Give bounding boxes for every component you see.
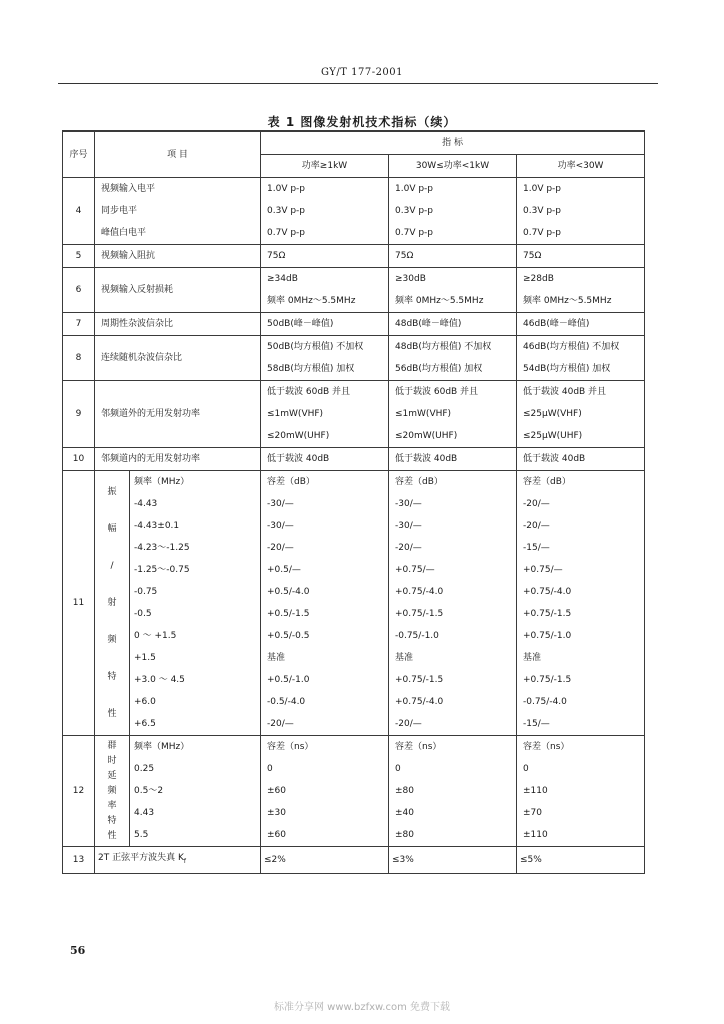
header-item: 项 目 [95,131,261,178]
header-rule [58,83,658,84]
group-item-cell [95,736,261,847]
value-cell-low [517,313,645,336]
freq-list [130,471,261,735]
value-cell-high [261,448,389,471]
cell-line: 低于载波 40dB [523,454,586,464]
value-cell-high [261,736,389,847]
group-label-char: 幅 [107,523,117,534]
row-number: 6 [63,268,95,313]
cell-line: 48dB(均方根值) 不加权 [395,342,492,352]
value-cell-mid [389,448,517,471]
cell-line: +0.75/-1.5 [395,609,444,619]
cell-line: 连续随机杂波信杂比 [101,353,183,363]
item-text: 2T 正弦平方波失真 K [98,853,184,863]
item-cell [95,448,261,471]
item-subscript: f [183,857,186,865]
cell-line: ±30 [267,808,286,818]
cell-line: +0.75/— [395,565,435,575]
cell-line: +0.5/-0.5 [267,631,310,641]
table-row-group-delay [63,736,645,847]
item-cell [95,268,261,313]
cell-line: 视频输入阻抗 [101,251,156,261]
cell-line: 邻频道外的无用发射功率 [101,409,201,419]
cell-line: 75Ω [395,251,414,261]
cell-line: ≥34dB [267,274,298,284]
cell-line: ≤1mW(VHF) [267,409,324,419]
cell-line: 0.7V p-p [523,228,562,238]
cell-line: 基准 [267,653,286,663]
cell-line: ≤25μW(UHF) [523,431,583,441]
header-seq: 序号 [63,131,95,178]
table-row [63,268,645,313]
cell-line: 75Ω [523,251,542,261]
cell-line: 邻频道内的无用发射功率 [101,454,201,464]
row-number: 12 [63,736,95,847]
cell-line: 56dB(均方根值) 加权 [395,364,483,374]
header-power-low: 功率<30W [517,155,645,178]
cell-line: +6.5 [134,719,156,729]
cell-line: 1.0V p-p [523,184,562,194]
group-label [95,471,130,735]
row-number: 4 [63,178,95,245]
cell-line: 0.3V p-p [523,206,562,216]
page-number: 56 [70,944,86,957]
header-power-high: 功率≥1kW [261,155,389,178]
cell-line: 0 [267,764,273,774]
cell-line: -20/— [523,521,550,531]
cell-line: 0.5～2 [134,786,164,796]
row-number: 10 [63,448,95,471]
cell-line: 46dB(均方根值) 不加权 [523,342,620,352]
value-cell-high [261,313,389,336]
cell-line: -20/— [267,543,294,553]
item-cell [95,336,261,381]
cell-line: +0.75/-4.0 [523,587,572,597]
value-cell-high [261,471,389,736]
value-cell-high [261,245,389,268]
cell-line: +0.75/-1.5 [523,675,572,685]
cell-line: ±40 [395,808,414,818]
cell-line: +0.75/-4.0 [395,587,444,597]
item-cell [95,245,261,268]
cell-line: -30/— [395,499,422,509]
cell-line: +0.75/-1.5 [523,609,572,619]
cell-line: ≤1mW(VHF) [395,409,452,419]
cell-line: ≥30dB [395,274,426,284]
value-cell-low [517,448,645,471]
cell-line: -30/— [395,521,422,531]
value-cell-high [261,381,389,448]
cell-line: ±80 [395,830,414,840]
table-header-row [63,131,645,155]
table-caption: 表 1 图像发射机技术指标（续） [267,115,457,129]
cell-line: 视频输入反射损耗 [101,285,174,295]
table-row [63,448,645,471]
cell-line: -20/— [395,719,422,729]
table-row-amplitude [63,471,645,736]
cell-line: 容差（ns） [267,742,314,752]
table-row [63,847,645,874]
item-cell [95,178,261,245]
cell-line: -0.75/-1.0 [395,631,439,641]
group-label-char: 特 [107,815,117,826]
value-cell-low [517,178,645,245]
cell-line: 0.3V p-p [267,206,306,216]
value-cell-low [517,471,645,736]
item-cell [95,313,261,336]
value-cell-mid [389,268,517,313]
group-label-char: 率 [107,800,117,811]
cell-line: ±110 [523,830,548,840]
cell-line: -30/— [267,499,294,509]
cell-line: ≤25μW(VHF) [523,409,582,419]
cell-line: 容差（ns） [523,742,570,752]
cell-line: +0.75/-1.5 [395,675,444,685]
value-cell-low [517,268,645,313]
value-cell-low [517,736,645,847]
cell-line: ≤20mW(UHF) [395,431,458,441]
table-row [63,245,645,268]
group-label-char: 射 [107,597,117,608]
cell-line: 0.25 [134,764,155,774]
cell-line: 54dB(均方根值) 加权 [523,364,611,374]
standard-code: GY/T 177-2001 [320,67,404,78]
value-cell-mid [389,381,517,448]
cell-line: +0.5/-4.0 [267,587,310,597]
spec-table [62,130,645,874]
cell-line: -0.75 [134,587,158,597]
cell-line: 低于载波 40dB 并且 [523,387,607,397]
watermark: 标准分享网 www.bzfxw.com 免费下载 [274,1002,450,1013]
value-cell-low: ≤5% [517,847,645,874]
group-label-char: 频 [107,634,117,645]
cell-line: -20/— [267,719,294,729]
cell-line: 容差（dB） [267,477,315,487]
cell-line: ≤20mW(UHF) [267,431,330,441]
cell-line: ±60 [267,786,286,796]
cell-line: +0.75/-4.0 [395,697,444,707]
cell-line: 周期性杂波信杂比 [101,319,174,329]
cell-line: +0.5/— [267,565,301,575]
cell-line: ±80 [395,786,414,796]
cell-line: 0.7V p-p [395,228,434,238]
cell-line: -30/— [267,521,294,531]
cell-line: -20/— [395,543,422,553]
row-number: 5 [63,245,95,268]
value-cell-mid [389,313,517,336]
value-cell-mid: ≤3% [389,847,517,874]
item-cell [95,847,261,874]
cell-line: +0.5/-1.0 [267,675,310,685]
cell-line: +6.0 [134,697,156,707]
group-label-char: / [110,560,114,571]
cell-line: +1.5 [134,653,156,663]
value-cell-high: ≤2% [261,847,389,874]
cell-line: 75Ω [267,251,286,261]
cell-line: 4.43 [134,808,155,818]
row-number: 8 [63,336,95,381]
cell-line: 频率 0MHz～5.5MHz [523,296,612,306]
table-row [63,178,645,245]
value-cell-mid [389,336,517,381]
group-label-char: 频 [107,785,117,796]
cell-line: ±110 [523,786,548,796]
cell-line: 58dB(均方根值) 加权 [267,364,355,374]
cell-line: 0 [395,764,401,774]
cell-line: 48dB(峰－峰值) [395,319,462,329]
cell-line: 频率（MHz） [134,742,190,752]
cell-line: 基准 [523,653,542,663]
cell-line: 低于载波 40dB [395,454,458,464]
cell-line: 频率 0MHz～5.5MHz [395,296,484,306]
cell-line: 0.7V p-p [267,228,306,238]
cell-line: 50dB(均方根值) 不加权 [267,342,364,352]
cell-line: 50dB(峰－峰值) [267,319,334,329]
group-label-char: 群 [107,740,117,751]
row-number: 11 [63,471,95,736]
cell-line: -4.43 [134,499,158,509]
value-cell-mid [389,245,517,268]
cell-line: ±70 [523,808,542,818]
group-label-char: 性 [107,830,117,841]
freq-list [130,736,261,846]
cell-line: -4.23～-1.25 [134,543,190,553]
cell-line: 基准 [395,653,414,663]
group-label-char: 振 [107,486,117,497]
cell-line: -0.75/-4.0 [523,697,567,707]
row-number: 9 [63,381,95,448]
cell-line: 0 ～ +1.5 [134,631,177,641]
group-label [95,736,130,846]
value-cell-low [517,381,645,448]
cell-line: +0.75/-1.0 [523,631,572,641]
value-cell-mid [389,178,517,245]
group-label-char: 延 [107,770,117,781]
group-item-cell [95,471,261,736]
cell-line: 低于载波 60dB 并且 [267,387,351,397]
cell-line: 频率 0MHz～5.5MHz [267,296,356,306]
row-number: 13 [63,847,95,874]
cell-line: -15/— [523,719,550,729]
header-power-mid: 30W≤功率<1kW [389,155,517,178]
group-label-char: 特 [107,671,117,682]
table-row [63,336,645,381]
cell-line: +0.5/-1.5 [267,609,310,619]
cell-line: 峰值白电平 [101,228,147,238]
cell-line: 1.0V p-p [395,184,434,194]
cell-line: +0.75/— [523,565,563,575]
table-row [63,381,645,448]
group-label-char: 时 [107,755,117,766]
cell-line: -1.25～-0.75 [134,565,190,575]
row-number: 7 [63,313,95,336]
cell-line: -4.43±0.1 [134,521,180,531]
group-label-char: 性 [107,708,117,719]
cell-line: -15/— [523,543,550,553]
cell-line: 容差（ns） [395,742,442,752]
cell-line: 5.5 [134,830,149,840]
value-cell-high [261,268,389,313]
cell-line: 低于载波 60dB 并且 [395,387,479,397]
table-row [63,313,645,336]
cell-line: 1.0V p-p [267,184,306,194]
cell-line: 视频输入电平 [101,184,156,194]
cell-line: 0.3V p-p [395,206,434,216]
cell-line: -0.5 [134,609,152,619]
value-cell-high [261,178,389,245]
cell-line: 低于载波 40dB [267,454,330,464]
cell-line: 频率（MHz） [134,477,190,487]
cell-line: ±60 [267,830,286,840]
cell-line: 同步电平 [101,206,138,216]
cell-line: +3.0 ～ 4.5 [134,675,185,685]
value-cell-low [517,245,645,268]
value-cell-mid [389,736,517,847]
cell-line: -0.5/-4.0 [267,697,306,707]
value-cell-high [261,336,389,381]
cell-line: 46dB(峰－峰值) [523,319,590,329]
value-cell-low [517,336,645,381]
cell-line: -20/— [523,499,550,509]
value-cell-mid [389,471,517,736]
item-cell [95,381,261,448]
cell-line: 0 [523,764,529,774]
cell-line: 容差（dB） [395,477,443,487]
cell-line: 容差（dB） [523,477,571,487]
cell-line: ≥28dB [523,274,554,284]
header-spec: 指 标 [261,131,645,155]
